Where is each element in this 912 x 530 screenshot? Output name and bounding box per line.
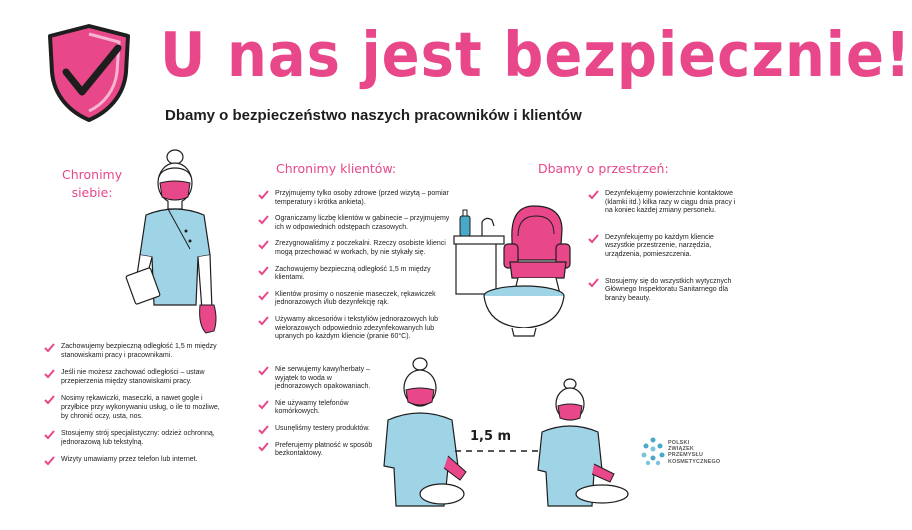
logo-line: KOSMETYCZNEGO — [668, 458, 721, 465]
list-item — [588, 190, 738, 216]
list-item — [258, 366, 378, 392]
list-item — [44, 369, 224, 386]
list-item — [258, 240, 458, 257]
list-item-text: Usunęliśmy testery produktów. — [275, 424, 370, 432]
space-list — [588, 190, 738, 303]
logo-line: POLSKI — [668, 440, 690, 446]
list-item-text: Jeśli nie możesz zachować odległości – ustaw przepierzenia między stanowiskami pracy. — [61, 369, 205, 385]
self-list — [44, 343, 224, 465]
check-icon — [588, 278, 599, 287]
heading-self — [62, 166, 122, 202]
logo-line: PRZEMYSŁU — [668, 452, 704, 459]
list-item-text: Przyjmujemy tylko osoby zdrowe (przed wizytą – pomiar temperatury i krótka ankieta). — [275, 190, 449, 206]
list-item — [44, 430, 224, 447]
list-item — [588, 278, 738, 304]
page-title: U nas jest bezpiecznie! — [160, 20, 912, 92]
list-item-text: Ograniczamy liczbę klientów w gabinecie – przyjmujemy ich w odpowiednich odstępach czasowych. — [275, 215, 450, 231]
list-item-text: Używamy akcesoriów i tekstyliów jednorazowych lub wielorazowych odpowiednio zdezynfekowanych lub upranych po każdym kliencie (pranie 60°C). — [275, 315, 439, 341]
list-item — [588, 234, 738, 260]
list-item — [258, 291, 458, 308]
list-item-text: Zachowujemy bezpieczną odległość 1,5 m między klientami. — [275, 265, 431, 282]
heading-clients: Chronimy klientów: — [276, 161, 397, 176]
list-item — [258, 425, 378, 434]
list-item-text: Nosimy rękawiczki, maseczki, a nawet gogle i przyłbice przy wykonywaniu usług, o ile to możliwe, by chronić oczy, usta, nos. — [61, 395, 220, 420]
check-icon — [258, 215, 269, 224]
list-item-text: Stosujemy strój specjalistyczny: odzież ochronną, jednorazową lub tekstylną. — [61, 430, 215, 446]
association-logo-icon — [640, 436, 666, 466]
list-item-text: Zrezygnowaliśmy z poczekalni. Rzeczy osobiste klienci mogą przechować w workach, by nie stykały się. — [275, 240, 446, 256]
list-item — [44, 395, 224, 421]
list-item — [44, 456, 224, 465]
list-item — [44, 343, 224, 360]
clients-list — [258, 190, 458, 350]
list-item — [258, 400, 378, 417]
list-item-text: Dezynfekujemy powierzchnie kontaktowe (klamki itd.) kilka razy w ciągu dnia pracy i na koniec każdej zmiany personelu. — [605, 190, 736, 215]
check-icon — [258, 266, 269, 275]
list-item — [258, 266, 458, 283]
clients-list-continued — [258, 366, 378, 459]
list-item — [258, 442, 378, 459]
check-icon — [44, 430, 55, 439]
list-item-text: Dezynfekujemy po każdym kliencie wszystkie przestrzenie, narzędzia, urządzenia, pomieszczenia. — [605, 233, 714, 258]
list-item-text: Nie serwujemy kawy/herbaty – wyjątek to woda w jednorazowych opakowaniach. — [275, 366, 371, 391]
check-icon — [44, 456, 55, 465]
logo-line: ZWIĄZEK — [668, 446, 694, 453]
list-item-text: Stosujemy się do wszystkich wytycznych Głównego Inspektoratu Sanitarnego dla branży beauty. — [605, 277, 732, 302]
check-icon — [258, 240, 269, 249]
list-item-text: Preferujemy płatność w sposób bezkontaktowy. — [275, 441, 373, 458]
worker-illustration — [128, 145, 223, 340]
check-icon — [258, 316, 269, 325]
heading-self-line1: Chronimy — [62, 167, 123, 182]
list-item — [258, 316, 458, 342]
list-item — [258, 215, 458, 232]
list-item-text: Zachowujemy bezpieczną odległość 1,5 m między stanowiskami pracy i pracownikami. — [61, 343, 217, 359]
association-logo-text — [668, 440, 720, 465]
check-icon — [258, 442, 269, 451]
check-icon — [44, 369, 55, 378]
list-item-text: Nie używamy telefonów komórkowych. — [275, 399, 349, 416]
pedicure-chair-illustration — [452, 200, 587, 340]
check-icon — [258, 366, 269, 375]
distance-label: 1,5 m — [470, 429, 512, 444]
check-icon — [258, 400, 269, 409]
check-icon — [44, 343, 55, 352]
check-icon — [44, 395, 55, 404]
distance-arrow-icon — [455, 448, 545, 454]
check-icon — [258, 190, 269, 199]
heading-self-line2: siebie: — [71, 185, 113, 200]
list-item-text: Klientów prosimy o noszenie maseczek, rękawiczek jednorazowych i/lub dezynfekcję rąk. — [275, 290, 436, 307]
check-icon — [258, 291, 269, 300]
beautician-illustration — [382, 356, 472, 512]
check-icon — [588, 190, 599, 199]
check-icon — [588, 234, 599, 243]
shield-check-icon — [44, 22, 134, 122]
beautician-illustration — [536, 378, 636, 512]
heading-space: Dbamy o przestrzeń: — [538, 161, 669, 176]
check-icon — [258, 425, 269, 434]
page-subtitle: Dbamy o bezpieczeństwo naszych pracowników i klientów — [165, 107, 582, 124]
list-item-text: Wizyty umawiamy przez telefon lub internet. — [61, 456, 198, 464]
list-item — [258, 190, 458, 207]
